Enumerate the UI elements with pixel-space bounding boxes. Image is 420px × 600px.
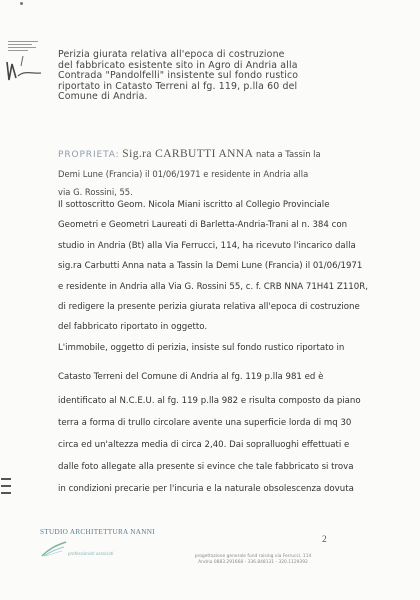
subject-line: Perizia giurata relativa all'epoca di costruzione (58, 49, 285, 60)
body-line: e residente in Andria alla Via G. Rossini 55, c. f. CRB NNA 71H41 Z110R, (58, 282, 368, 292)
logo-swoosh-icon (40, 540, 68, 558)
owner-birth-text: nata a Tassin la (255, 149, 321, 159)
punch-mark (20, 2, 23, 5)
body-line: Geometri e Geometri Laureati di Barletta-Andria-Trani al n. 384 con (58, 220, 348, 230)
subject-line: Contrada "Pandolfelli" insistente sul fondo rustico (58, 70, 299, 82)
page-number: 2 (322, 535, 327, 545)
body-line: studio in Andria (Bt) alla Via Ferrucci, 114, ha ricevuto l'incarico dalla (58, 241, 356, 251)
ownership-block (58, 145, 378, 202)
subject-line: del fabbricato esistente sito in Agro di Andria alla (58, 59, 298, 71)
owner-birth-residence: Demi Lune (Francia) il 01/06/1971 e residente in Andria alla (58, 168, 309, 179)
address-line: Andria 0883.291668 - 336.848131 - 320.1129392 (198, 559, 308, 565)
registration-stamp (3, 38, 47, 86)
ownership-label: PROPRIETA: (58, 150, 120, 160)
body-line: L'immobile, oggetto di perizia, insiste sul fondo rustico riportato in (58, 343, 345, 353)
body-line: in condizioni precarie per l'incuria e la naturale obsolescenza dovuta (58, 484, 354, 494)
body-line: circa ed un'altezza media di circa 2,40. Dai sopralluoghi effettuati e (58, 440, 350, 450)
studio-name: STUDIO ARCHITETTURA NANNI (40, 528, 155, 536)
body-line: Catasto Terreni del Comune di Andria al fg. 119 p.lla 981 ed è (58, 372, 324, 382)
body-line: del fabbricato riportato in oggetto. (58, 322, 208, 332)
body-line: dalle foto allegate alla presente si evince che tale fabbricato si trova (58, 462, 354, 472)
body-line: identificato al N.C.E.U. al fg. 119 p.lla 982 e risulta composto da piano (58, 396, 361, 406)
studio-logo (40, 528, 155, 568)
subject-line: riportato in Catasto Terreni al fg. 119, p.lla 60 del (58, 80, 298, 92)
studio-tagline: professionisti associati (68, 551, 114, 556)
binding-marks (1, 478, 11, 499)
body-line: di redigere la presente perizia giurata relativa all'epoca di costruzione (58, 302, 360, 312)
address-line: progettazione generale fund raising via Ferrucci, 114 (194, 554, 312, 559)
owner-address: via G. Rossini, 55. (58, 187, 133, 197)
body-line: Il sottoscritto Geom. Nicola Miani iscritto al Collegio Provinciale (58, 200, 330, 210)
footer-address (148, 554, 358, 565)
subject-line: Comune di Andria. (58, 91, 148, 103)
owner-name: Sig.ra CARBUTTI ANNA (122, 148, 254, 160)
body-line: terra a forma di trullo circolare avente una superficie lorda di mq 30 (58, 418, 352, 428)
body-line: sig.ra Carbutti Anna nata a Tassin la Demi Lune (Francia) il 01/06/1971 (58, 261, 363, 271)
document-subject (58, 50, 358, 103)
signature-icon (3, 52, 47, 86)
